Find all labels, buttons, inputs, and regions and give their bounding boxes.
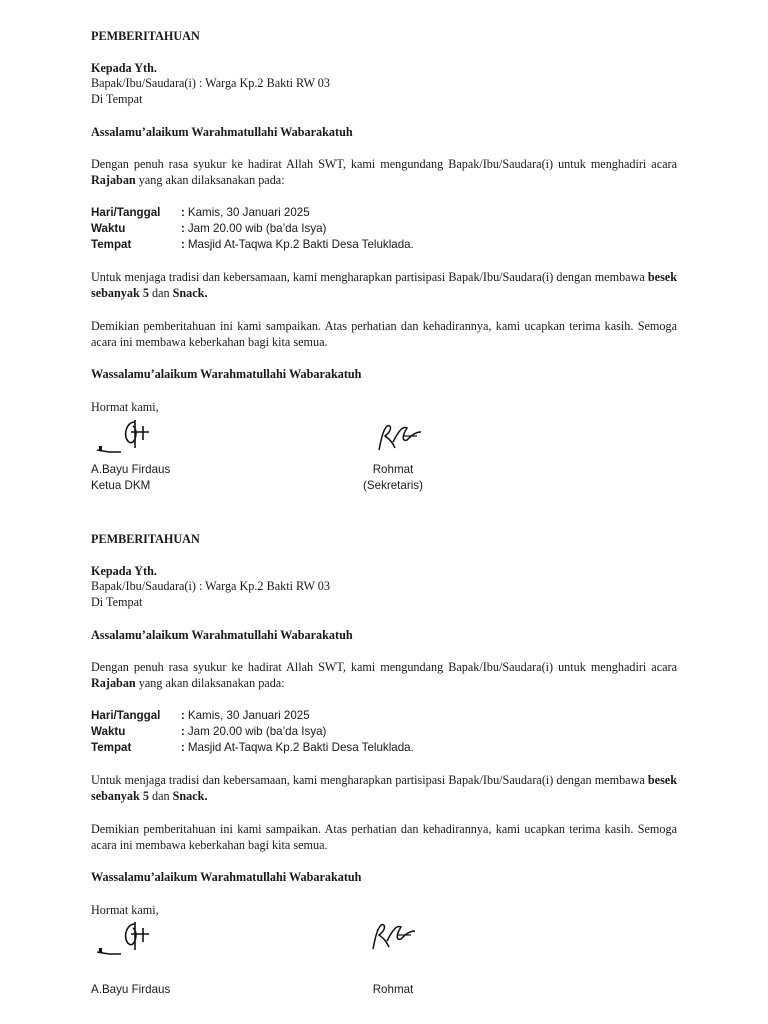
detail-row: Tempat : Masjid At-Taqwa Kp.2 Bakti Desa Teluklada. [91, 238, 414, 251]
signer-name: A.Bayu Firdaus [91, 463, 171, 476]
request-and: dan [148, 286, 173, 300]
signature-bayu [95, 418, 155, 454]
recipient-place: Di Tempat [91, 595, 143, 609]
regards: Hormat kami, [91, 903, 159, 917]
signature-rohmat [373, 420, 433, 456]
detail-row: Waktu : Jam 20.00 wib (ba’da Isya) [91, 725, 327, 738]
notice-title: PEMBERITAHUAN [91, 29, 200, 43]
intro-text-end: yang akan dilaksanakan pada: [135, 173, 285, 187]
signer-2 [353, 462, 433, 494]
request-and: dan [148, 789, 173, 803]
recipient-label: Kepada Yth. [91, 564, 157, 578]
recipient-line: Bapak/Ibu/Saudara(i) : Warga Kp.2 Bakti RW 03 [91, 579, 330, 593]
request-text: Untuk menjaga tradisi dan kebersamaan, kami mengharapkan partisipasi Bapak/Ibu/Saudara(i) dengan membawa [91, 773, 645, 787]
request-text: Untuk menjaga tradisi dan kebersamaan, kami mengharapkan partisipasi Bapak/Ibu/Saudara(i) dengan membawa [91, 270, 645, 284]
request-item: besek sebanyak 5 [91, 773, 677, 803]
event-details [91, 205, 677, 253]
signer-2 [353, 982, 433, 998]
event-details [91, 708, 677, 756]
detail-label: Waktu [91, 725, 126, 738]
recipient-place: Di Tempat [91, 92, 143, 106]
detail-row: Hari/Tanggal : Kamis, 30 Januari 2025 [91, 206, 310, 219]
detail-row: Hari/Tanggal : Kamis, 30 Januari 2025 [91, 709, 310, 722]
detail-row: Waktu : Jam 20.00 wib (ba’da Isya) [91, 222, 327, 235]
recipient-line: Bapak/Ibu/Saudara(i) : Warga Kp.2 Bakti RW 03 [91, 76, 330, 90]
signature-rohmat [367, 919, 427, 955]
request-paragraph [91, 772, 677, 804]
recipient-label: Kepada Yth. [91, 61, 157, 75]
signer-name: A.Bayu Firdaus [91, 983, 171, 996]
event-name: Rajaban [91, 173, 136, 187]
request-item-2: Snack. [172, 286, 208, 300]
detail-value: Kamis, 30 Januari 2025 [187, 709, 310, 722]
intro-text: Dengan penuh rasa syukur ke hadirat Allah SWT, kami mengundang Bapak/Ibu/Saudara(i) untuk menghadiri acara [91, 660, 677, 674]
detail-label: Tempat [91, 238, 132, 251]
notice-title: PEMBERITAHUAN [91, 532, 200, 546]
detail-label: Hari/Tanggal [91, 206, 161, 219]
signer-name: Rohmat [372, 463, 414, 476]
greeting: Assalamu’alaikum Warahmatullahi Wabarakatuh [91, 628, 353, 642]
intro-paragraph [91, 659, 677, 691]
detail-value: Jam 20.00 wib (ba’da Isya) [187, 725, 327, 738]
regards: Hormat kami, [91, 400, 159, 414]
intro-text: Dengan penuh rasa syukur ke hadirat Allah SWT, kami mengundang Bapak/Ibu/Saudara(i) untuk menghadiri acara [91, 157, 677, 171]
signer-name: Rohmat [372, 983, 414, 996]
farewell: Wassalamu’alaikum Warahmatullahi Wabarakatuh [91, 870, 362, 884]
detail-row: Tempat : Masjid At-Taqwa Kp.2 Bakti Desa Teluklada. [91, 741, 414, 754]
signer-role: (Sekretaris) [363, 479, 423, 492]
event-name: Rajaban [91, 676, 136, 690]
signer-role: Ketua DKM [91, 479, 151, 492]
detail-value: Jam 20.00 wib (ba’da Isya) [187, 222, 327, 235]
detail-label: Tempat [91, 741, 132, 754]
request-paragraph [91, 269, 677, 301]
detail-label: Hari/Tanggal [91, 709, 161, 722]
signature-bayu [95, 920, 155, 956]
farewell: Wassalamu’alaikum Warahmatullahi Wabarakatuh [91, 367, 362, 381]
detail-value: Kamis, 30 Januari 2025 [187, 206, 310, 219]
closing-paragraph: Demikian pemberitahuan ini kami sampaikan. Atas perhatian dan kehadirannya, kami ucapkan terima kasih. Semoga acara ini membawa keberkahan bagi kita semua. [91, 822, 677, 852]
signer-1 [91, 982, 170, 998]
detail-label: Waktu [91, 222, 126, 235]
request-item: besek sebanyak 5 [91, 270, 677, 300]
request-item-2: Snack. [172, 789, 208, 803]
closing-paragraph: Demikian pemberitahuan ini kami sampaikan. Atas perhatian dan kehadirannya, kami ucapkan terima kasih. Semoga acara ini membawa keberkahan bagi kita semua. [91, 319, 677, 349]
detail-value: Masjid At-Taqwa Kp.2 Bakti Desa Teluklada. [187, 238, 414, 251]
intro-text-end: yang akan dilaksanakan pada: [135, 676, 285, 690]
detail-value: Masjid At-Taqwa Kp.2 Bakti Desa Teluklada. [187, 741, 414, 754]
signer-1 [91, 462, 170, 494]
intro-paragraph [91, 156, 677, 188]
greeting: Assalamu’alaikum Warahmatullahi Wabarakatuh [91, 125, 353, 139]
